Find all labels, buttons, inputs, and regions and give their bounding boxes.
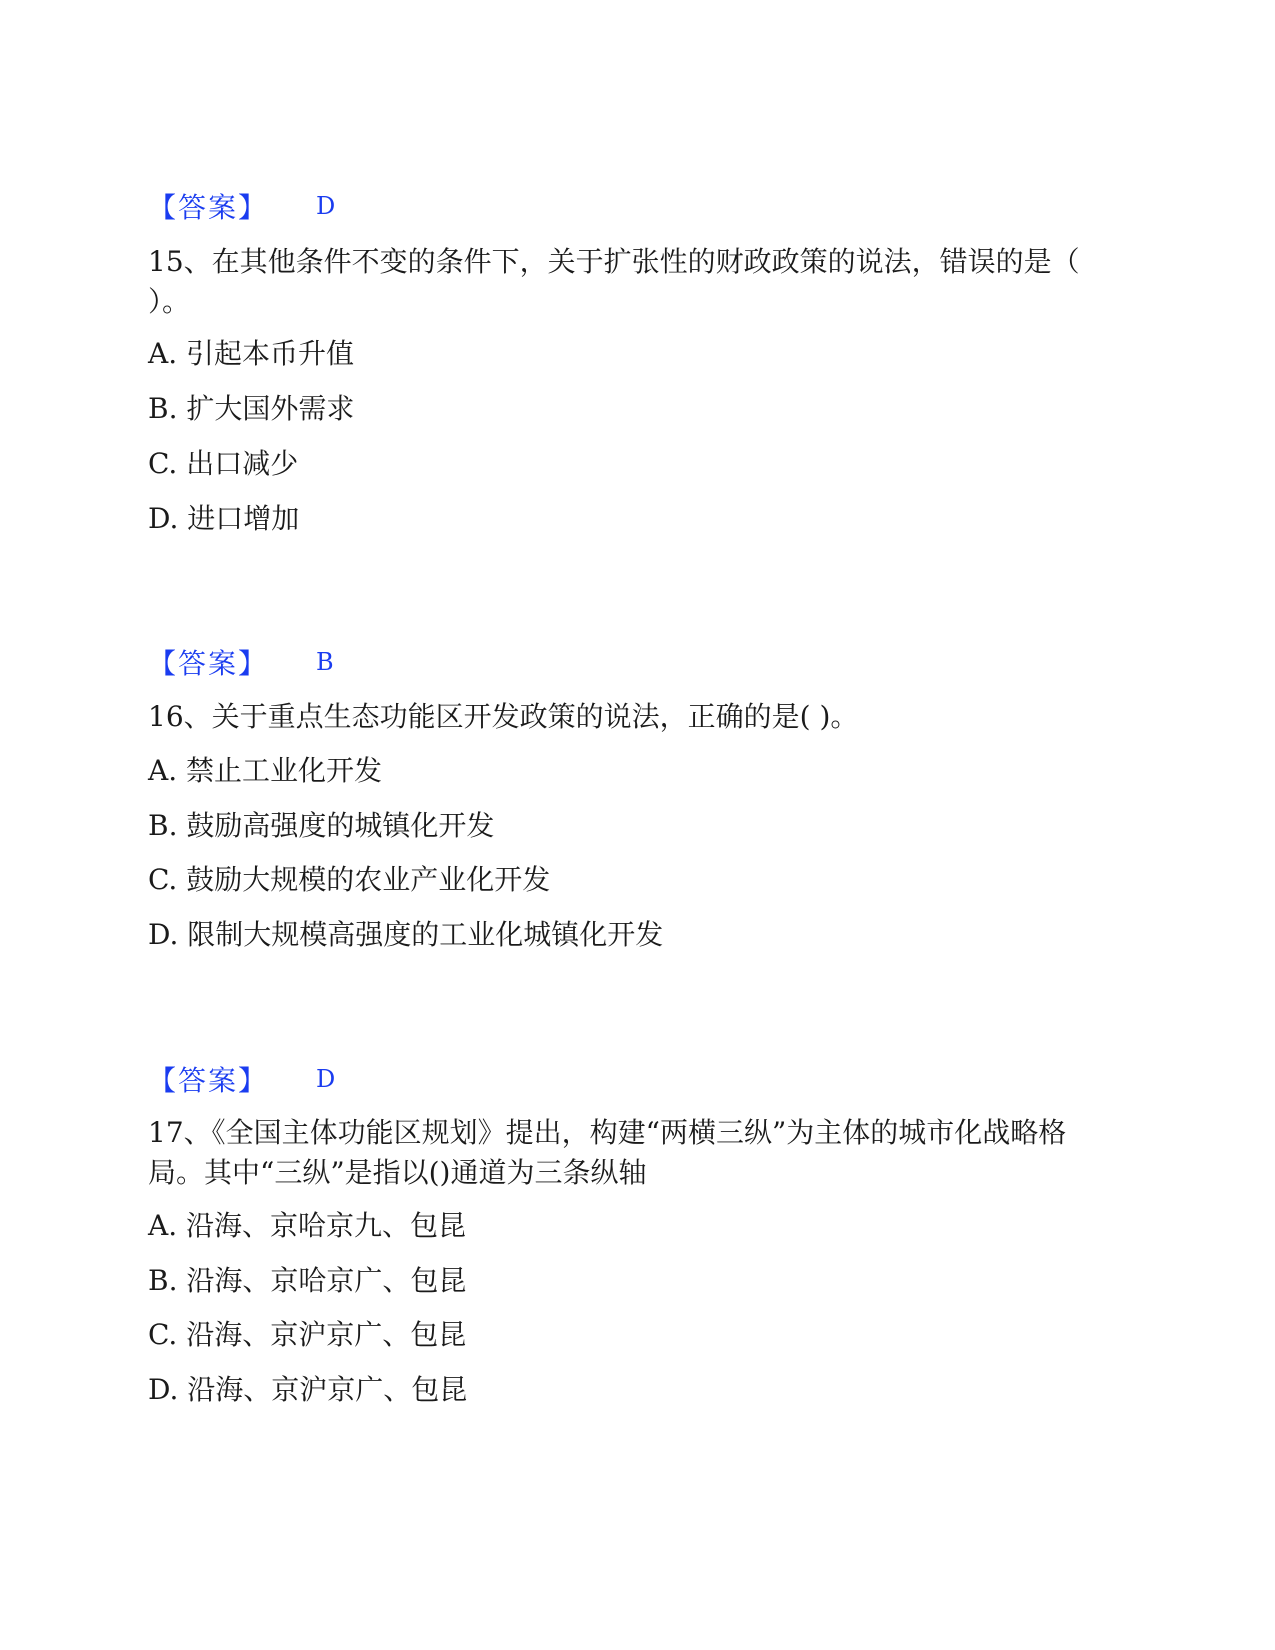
answer-line: [148, 642, 334, 682]
option-b: B. 扩大国外需求: [148, 392, 355, 425]
answer-line: [148, 186, 335, 226]
answer-label: 【答案】: [148, 647, 269, 680]
option-d: D. 限制大规模高强度的工业化城镇化开发: [148, 918, 664, 951]
question-text: 16、关于重点生态功能区开发政策的说法，正确的是( )。: [148, 700, 859, 733]
option-c: C. 出口减少: [148, 447, 299, 480]
answer-label: 【答案】: [148, 191, 269, 224]
option-b: B. 沿海、京哈京广、包昆: [148, 1264, 467, 1297]
option-b: B. 鼓励高强度的城镇化开发: [148, 809, 495, 842]
question-text: 15、在其他条件不变的条件下，关于扩张性的财政政策的说法，错误的是（ ）。: [148, 245, 1080, 318]
option-d: D. 进口增加: [148, 502, 300, 535]
answer-value: D: [316, 192, 336, 220]
option-c: C. 沿海、京沪京广、包昆: [148, 1318, 467, 1351]
option-d: D. 沿海、京沪京广、包昆: [148, 1373, 468, 1406]
answer-value: B: [316, 648, 334, 676]
answer-value: D: [316, 1065, 336, 1093]
answer-line: [148, 1059, 335, 1099]
option-a: A. 引起本币升值: [148, 337, 355, 370]
question-text: 17、《全国主体功能区规划》提出，构建“两横三纵”为主体的城市化战略格 局。其中“三纵”是指以()通道为三条纵轴: [148, 1116, 1067, 1189]
option-c: C. 鼓励大规模的农业产业化开发: [148, 863, 551, 896]
option-a: A. 禁止工业化开发: [148, 754, 383, 787]
option-a: A. 沿海、京哈京九、包昆: [148, 1209, 467, 1242]
answer-label: 【答案】: [148, 1064, 269, 1097]
